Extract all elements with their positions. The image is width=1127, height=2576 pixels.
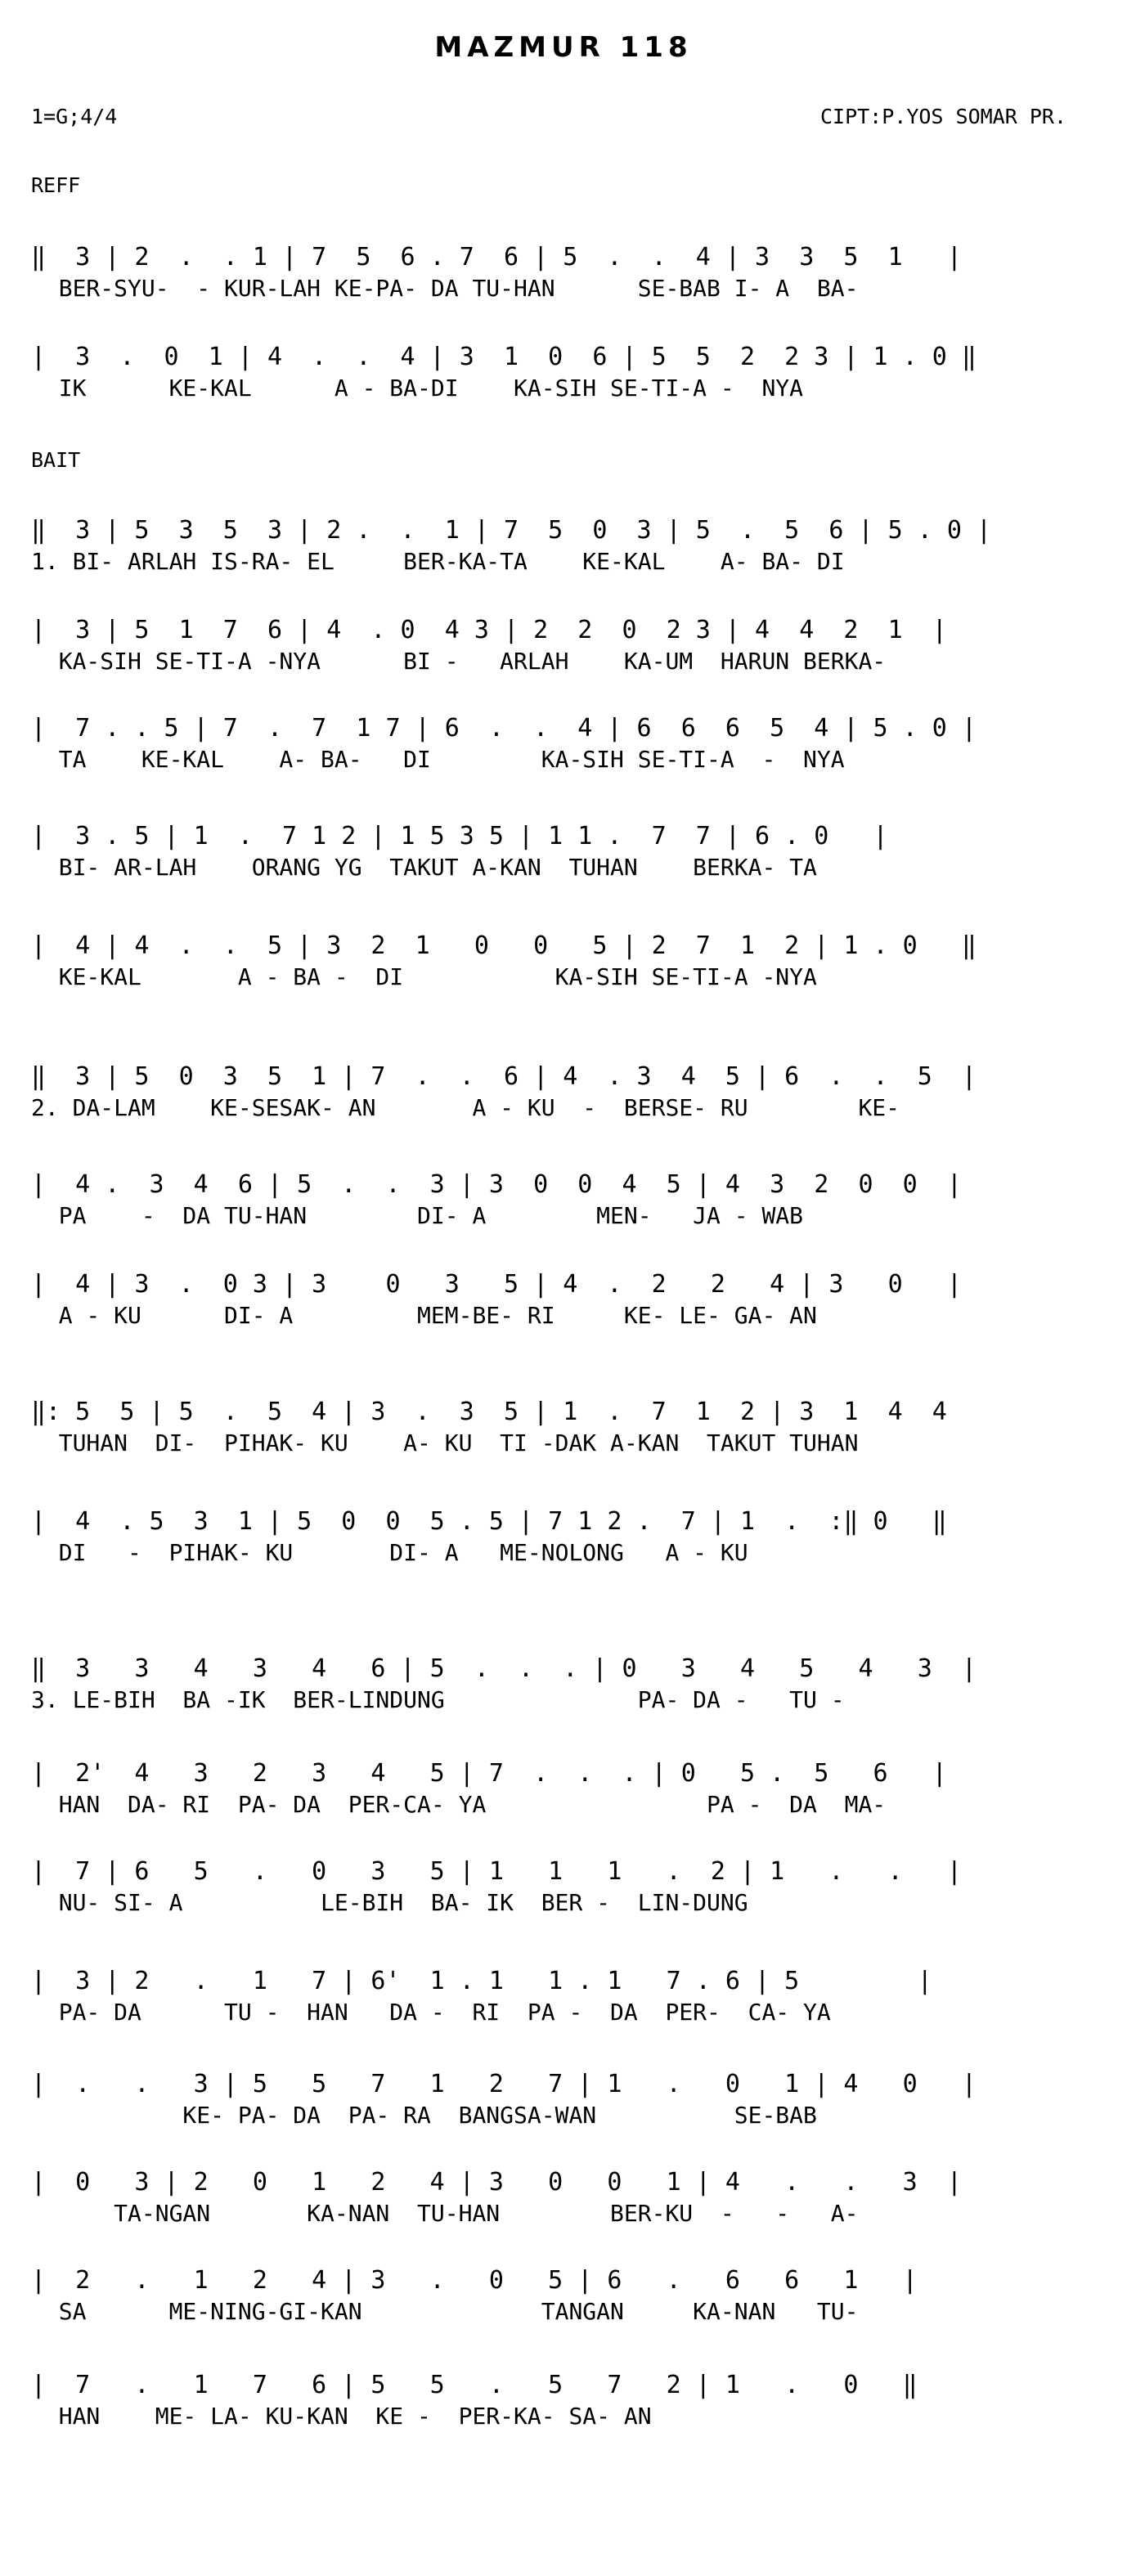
score-row xyxy=(31,1506,1094,1567)
notation-line: | 4 | 3 . 0 3 | 3 0 3 5 | 4 . 2 2 4 | 3 0 | xyxy=(31,1270,962,1299)
key-signature: 1=G;4/4 xyxy=(31,105,118,128)
score-row xyxy=(31,1758,1094,1819)
lyric-line: KE-KAL A - BA - DI KA-SIH SE-TI-A -NYA xyxy=(31,963,817,990)
lyric-line: KE- PA- DA PA- RA BANGSA-WAN SE-BAB xyxy=(31,2102,817,2129)
notation-line: | 2 . 1 2 4 | 3 . 0 5 | 6 . 6 6 1 | xyxy=(31,2266,918,2295)
notation-line: ‖ 3 3 4 3 4 6 | 5 . . . | 0 3 4 5 4 3 | xyxy=(31,1654,977,1683)
score-row xyxy=(31,342,1094,402)
lyric-line: DI - PIHAK- KU DI- A ME-NOLONG A - KU xyxy=(31,1539,748,1566)
score-row xyxy=(31,1397,1094,1457)
score-row xyxy=(31,931,1094,991)
notation-line: | 3 . 0 1 | 4 . . 4 | 3 1 0 6 | 5 5 2 2 3 | 1 . 0 ‖ xyxy=(31,343,977,371)
lyric-line: PA - DA TU-HAN DI- A MEN- JA - WAB xyxy=(31,1202,804,1229)
notation-line: | 3 | 5 1 7 6 | 4 . 0 4 3 | 2 2 0 2 3 | 4 4 2 1 | xyxy=(31,616,947,644)
section-label-bait: BAIT xyxy=(31,448,81,472)
lyric-line: BER-SYU- - KUR-LAH KE-PA- DA TU-HAN SE-BAB I- A BA- xyxy=(31,275,859,302)
lyric-line: TA-NGAN KA-NAN TU-HAN BER-KU - - A- xyxy=(31,2200,859,2227)
notation-line: | 4 . 3 4 6 | 5 . . 3 | 3 0 0 4 5 | 4 3 2 0 0 | xyxy=(31,1170,962,1199)
song-title: MAZMUR 118 xyxy=(434,31,693,64)
score-row xyxy=(31,1061,1094,1122)
notation-line: | 3 | 2 . 1 7 | 6' 1 . 1 1 . 1 7 . 6 | 5 | xyxy=(31,1967,932,1995)
lyric-line: HAN ME- LA- KU-KAN KE - PER-KA- SA- AN xyxy=(31,2403,652,2430)
notation-line: | 4 . 5 3 1 | 5 0 0 5 . 5 | 7 1 2 . 7 | 1 . :‖ 0 ‖ xyxy=(31,1507,947,1536)
score-row xyxy=(31,1169,1094,1230)
score-row xyxy=(31,1269,1094,1330)
notation-line: | 7 | 6 5 . 0 3 5 | 1 1 1 . 2 | 1 . . | xyxy=(31,1857,962,1886)
score-row xyxy=(31,2265,1094,2326)
notation-line: | 2' 4 3 2 3 4 5 | 7 . . . | 0 5 . 5 6 | xyxy=(31,1759,947,1788)
notation-line: ‖ 3 | 2 . . 1 | 7 5 6 . 7 6 | 5 . . 4 | 3 3 5 1 | xyxy=(31,243,962,272)
composer-credit: CIPT:P.YOS SOMAR PR. xyxy=(819,105,1066,128)
score-row xyxy=(31,615,1094,675)
score-row xyxy=(31,242,1094,303)
score-row xyxy=(31,2069,1094,2129)
lyric-line: HAN DA- RI PA- DA PER-CA- YA PA - DA MA- xyxy=(31,1791,887,1818)
lyric-line: A - KU DI- A MEM-BE- RI KE- LE- GA- AN xyxy=(31,1302,817,1329)
score-row xyxy=(31,1654,1094,1714)
score-row xyxy=(31,2370,1094,2430)
score-row xyxy=(31,1856,1094,1917)
notation-line: | 7 . . 5 | 7 . 7 1 7 | 6 . . 4 | 6 6 6 5 4 | 5 . 0 | xyxy=(31,714,977,743)
notation-line: | 4 | 4 . . 5 | 3 2 1 0 0 5 | 2 7 1 2 | 1 . 0 ‖ xyxy=(31,931,977,960)
lyric-line: PA- DA TU - HAN DA - RI PA - DA PER- CA- YA xyxy=(31,1999,831,2026)
notation-line: ‖ 3 | 5 0 3 5 1 | 7 . . 6 | 4 . 3 4 5 | 6 . . 5 | xyxy=(31,1062,977,1091)
score-row xyxy=(31,821,1094,882)
notation-line: | . . 3 | 5 5 7 1 2 7 | 1 . 0 1 | 4 0 | xyxy=(31,2070,977,2098)
lyric-line: IK KE-KAL A - BA-DI KA-SIH SE-TI-A - NYA xyxy=(31,375,804,402)
lyric-line: 3. LE-BIH BA -IK BER-LINDUNG PA- DA - TU - xyxy=(31,1686,845,1713)
lyric-line: NU- SI- A LE-BIH BA- IK BER - LIN-DUNG xyxy=(31,1889,748,1916)
lyric-line: 2. DA-LAM KE-SESAK- AN A - KU - BERSE- RU KE- xyxy=(31,1094,900,1121)
score-row xyxy=(31,515,1094,576)
lyric-line: TUHAN DI- PIHAK- KU A- KU TI -DAK A-KAN TAKUT TUHAN xyxy=(31,1429,859,1456)
score-row xyxy=(31,1966,1094,2026)
lyric-line: TA KE-KAL A- BA- DI KA-SIH SE-TI-A - NYA xyxy=(31,746,845,773)
notation-line: | 0 3 | 2 0 1 2 4 | 3 0 0 1 | 4 . . 3 | xyxy=(31,2168,962,2197)
notation-line: | 7 . 1 7 6 | 5 5 . 5 7 2 | 1 . 0 ‖ xyxy=(31,2371,918,2399)
score-row xyxy=(31,2167,1094,2228)
section-label-reff: REFF xyxy=(31,173,81,197)
lyric-line: KA-SIH SE-TI-A -NYA BI - ARLAH KA-UM HARUN BERKA- xyxy=(31,648,887,675)
score-row xyxy=(31,713,1094,774)
lyric-line: 1. BI- ARLAH IS-RA- EL BER-KA-TA KE-KAL A- BA- DI xyxy=(31,548,845,575)
lyric-line: BI- AR-LAH ORANG YG TAKUT A-KAN TUHAN BERKA- TA xyxy=(31,854,817,881)
notation-line: ‖ 3 | 5 3 5 3 | 2 . . 1 | 7 5 0 3 | 5 . 5 6 | 5 . 0 | xyxy=(31,516,991,545)
notation-line: | 3 . 5 | 1 . 7 1 2 | 1 5 3 5 | 1 1 . 7 7 | 6 . 0 | xyxy=(31,822,888,850)
lyric-line: SA ME-NING-GI-KAN TANGAN KA-NAN TU- xyxy=(31,2298,859,2325)
notation-line: ‖: 5 5 | 5 . 5 4 | 3 . 3 5 | 1 . 7 1 2 | 3 1 4 4 xyxy=(31,1398,947,1426)
